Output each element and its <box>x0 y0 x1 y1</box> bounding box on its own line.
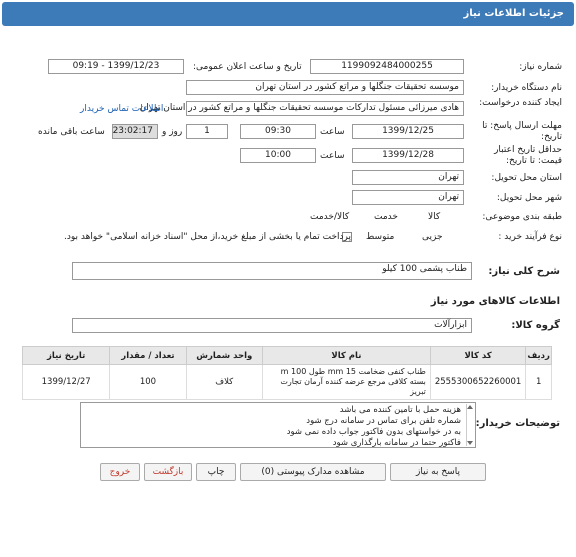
attached-docs-button[interactable]: مشاهده مدارک پیوستی (0) <box>240 463 386 481</box>
buyer-notes-box <box>80 402 476 448</box>
summary-label: شرح کلی نیاز: <box>488 266 560 277</box>
buyer-field: موسسه تحقیقات جنگلها و مراتع کشور در استان تهران <box>186 80 464 95</box>
need-number-label: شماره نیاز: <box>519 62 562 72</box>
goods-group-field: ابزارآلات <box>72 318 472 333</box>
validity-label: حداقل تاریخ اعتبار قیمت: تا تاریخ: <box>494 145 562 166</box>
table-header-row-number: ردیف <box>526 347 552 365</box>
cell-code: 2555300652260001 <box>430 365 525 400</box>
scroll-arrows-icon <box>466 404 474 446</box>
days-label: روز و <box>162 127 183 137</box>
buyer-note-line: شماره تلفن برای تماس در سامانه درج شود <box>306 416 461 426</box>
page-title: جزئیات اطلاعات نیاز <box>463 8 564 19</box>
announce-field: 1399/12/23 - 09:19 <box>48 59 184 74</box>
reply-time-label: ساعت <box>320 127 345 137</box>
province-label: استان محل تحویل: <box>491 173 562 183</box>
table-header-code: کد کالا <box>430 347 525 365</box>
reply-button[interactable]: پاسخ به نیاز <box>390 463 486 481</box>
process-option-minor: جزیی <box>422 232 443 242</box>
city-label: شهر محل تحویل: <box>496 193 562 203</box>
need-number-field: 1199092484000255 <box>310 59 464 74</box>
buyer-note-line: فاکتور حتما در سامانه بارگذاری شود <box>332 438 461 448</box>
exit-button[interactable]: خروج <box>100 463 140 481</box>
table-header-date: تاریخ نیاز <box>23 347 110 365</box>
remaining-time-field: 23:02:17 <box>112 124 158 139</box>
summary-field: طناب پشمی 100 کیلو <box>72 262 472 280</box>
buyer-notes-label: توضیحات خریدار: <box>475 418 560 429</box>
table-header-qty: تعداد / مقدار <box>110 347 186 365</box>
goods-table <box>22 346 552 400</box>
reply-deadline-label: مهلت ارسال پاسخ: تا تاریخ: <box>482 121 562 142</box>
buyer-note-line: هزینه حمل با تامین کننده می باشد <box>339 405 461 415</box>
category-label: طبقه بندی موضوعی: <box>482 212 562 222</box>
cell-unit: کلاف <box>186 365 262 400</box>
page-header <box>2 2 574 26</box>
validity-time-label: ساعت <box>320 151 345 161</box>
buyer-label: نام دستگاه خریدار: <box>491 83 562 93</box>
remaining-label: ساعت باقی مانده <box>38 127 105 137</box>
buyer-notes-scrollbar[interactable] <box>466 404 474 446</box>
print-button[interactable]: چاپ <box>196 463 236 481</box>
goods-group-label: گروه کالا: <box>511 320 560 331</box>
province-field: تهران <box>352 170 464 185</box>
validity-date-field: 1399/12/28 <box>352 148 464 163</box>
table-header-name: نام کالا <box>262 347 430 365</box>
days-field: 1 <box>186 124 228 139</box>
category-option-goods: کالا <box>428 212 441 222</box>
process-label: نوع فرآیند خرید : <box>498 232 562 242</box>
reply-time-field: 09:30 <box>240 124 316 139</box>
category-option-both: کالا/خدمت <box>310 212 350 222</box>
announce-label: تاریخ و ساعت اعلان عمومی: <box>193 62 302 72</box>
table-header-row <box>23 347 552 365</box>
validity-time-field: 10:00 <box>240 148 316 163</box>
goods-section-title: اطلاعات کالاهای مورد نیاز <box>430 296 560 307</box>
city-field: تهران <box>352 190 464 205</box>
cell-qty: 100 <box>110 365 186 400</box>
table-header-unit: واحد شمارش <box>186 347 262 365</box>
creator-label: ایجاد کننده درخواست: <box>479 98 562 108</box>
table-row[interactable] <box>23 365 552 400</box>
creator-field: هادی میرزائی مسئول تدارکات موسسه تحقیقات جنگلها و مراتع کشور در استان تهران <box>186 101 464 116</box>
cell-date: 1399/12/27 <box>23 365 110 400</box>
cell-row-number: 1 <box>526 365 552 400</box>
payment-note: پرداخت تمام یا بخشی از مبلغ خرید،از محل "اسناد خزانه اسلامی" خواهد بود. <box>64 232 352 242</box>
buyer-note-line: به در خواستهای بدون فاکتور جواب داده نمی شود <box>286 427 461 437</box>
buyer-contact-link[interactable]: اطلاعات تماس خریدار <box>80 104 164 114</box>
reply-date-field: 1399/12/25 <box>352 124 464 139</box>
cell-name: طناب کنفی ضخامت mm 15 طول m 100 بسته کلافی مرجع عرضه کننده آرمان تجارت تبریز <box>262 365 430 400</box>
back-button[interactable]: بازگشت <box>144 463 192 481</box>
process-option-medium: متوسط <box>366 232 395 242</box>
category-option-service: خدمت <box>374 212 398 222</box>
